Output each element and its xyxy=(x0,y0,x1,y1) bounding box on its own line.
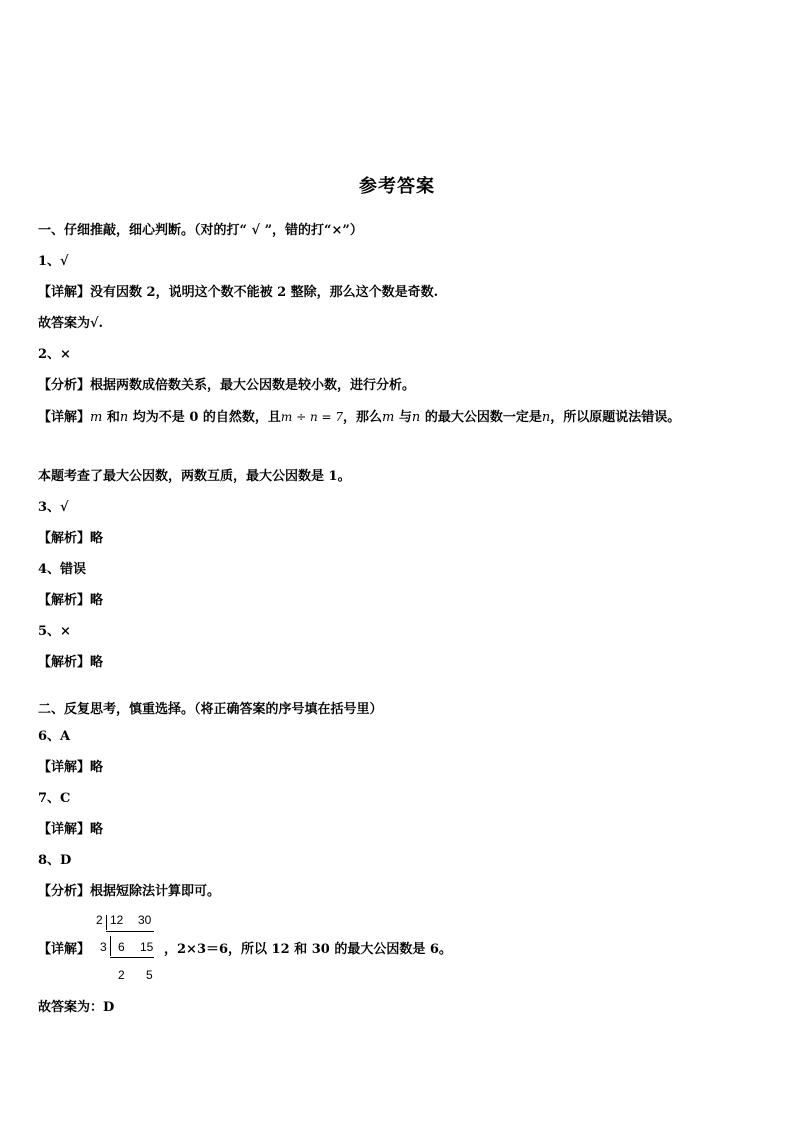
answer-8-detail-tag: 【详解】 xyxy=(38,942,91,957)
answer-6: 6、A xyxy=(38,729,71,744)
divisor-2: 3 xyxy=(100,940,107,954)
text-post1: ，那么 xyxy=(343,410,383,425)
number-6: 6 xyxy=(118,940,125,954)
section-1-heading: 一、仔细推敲，细心判断。（对的打“ √ ”，错的打“×”） xyxy=(38,223,363,238)
section-2-heading: 二、反复思考，慎重选择。（将正确答案的序号填在括号里） xyxy=(38,702,383,717)
answer-1-detail: 【详解】没有因数 2，说明这个数不能被 2 整除，那么这个数是奇数. xyxy=(38,285,439,300)
answer-1-conclusion: 故答案为√. xyxy=(38,316,104,331)
answer-2-analysis: 【分析】根据两数成倍数关系，最大公因数是较小数，进行分析。 xyxy=(38,378,416,393)
answer-8: 8、D xyxy=(38,853,72,868)
answer-7: 7、C xyxy=(38,791,71,806)
answer-4: 4、错误 xyxy=(38,562,87,577)
quotient-5: 5 xyxy=(146,968,153,982)
answer-6-detail: 【详解】略 xyxy=(38,760,104,775)
var-m-2: m xyxy=(382,410,395,425)
short-division xyxy=(92,912,162,984)
detail-tag: 【详解】 xyxy=(38,410,91,425)
answer-2-detail xyxy=(38,408,680,427)
answer-8-conclusion: 故答案为：D xyxy=(38,1000,115,1015)
number-15: 15 xyxy=(140,940,154,954)
text-post3: ，所以原题说法错误。 xyxy=(550,410,681,425)
text-post2: 的最大公因数一定是 xyxy=(424,410,542,425)
var-n-2: n xyxy=(411,410,421,425)
answer-2: 2、× xyxy=(38,347,71,362)
division-bar-horizontal-1 xyxy=(106,931,154,932)
answer-8-detail: ，2×3＝6，所以 12 和 30 的最大公因数是 6。 xyxy=(164,942,452,957)
text-yu: 与 xyxy=(398,410,412,425)
answer-8-analysis: 【分析】根据短除法计算即可。 xyxy=(38,884,221,899)
var-n-3: n xyxy=(541,410,551,425)
answer-3: 3、√ xyxy=(38,500,69,515)
answer-5-explanation: 【解析】略 xyxy=(38,655,104,670)
answer-2-note: 本题考查了最大公因数，两数互质，最大公因数是 1。 xyxy=(38,469,351,484)
division-bar-vertical-2 xyxy=(110,936,111,956)
division-bar-horizontal-2 xyxy=(110,957,154,958)
page-title: 参考答案 xyxy=(359,176,435,197)
number-12: 12 xyxy=(110,913,124,927)
answer-5: 5、× xyxy=(38,624,71,639)
answer-1: 1、√ xyxy=(38,254,69,269)
var-m: m xyxy=(90,410,103,425)
answer-4-explanation: 【解析】略 xyxy=(38,593,104,608)
text-mid: 均为不是 0 的自然数，且 xyxy=(132,410,281,425)
equation: m ÷ n = 7 xyxy=(280,410,344,424)
var-n: n xyxy=(119,410,129,425)
answer-3-explanation: 【解析】略 xyxy=(38,531,104,546)
division-bar-vertical-1 xyxy=(106,915,107,930)
quotient-2: 2 xyxy=(118,968,125,982)
divisor-1: 2 xyxy=(96,913,103,927)
number-30: 30 xyxy=(138,913,152,927)
text-he: 和 xyxy=(106,410,120,425)
answer-7-detail: 【详解】略 xyxy=(38,822,104,837)
